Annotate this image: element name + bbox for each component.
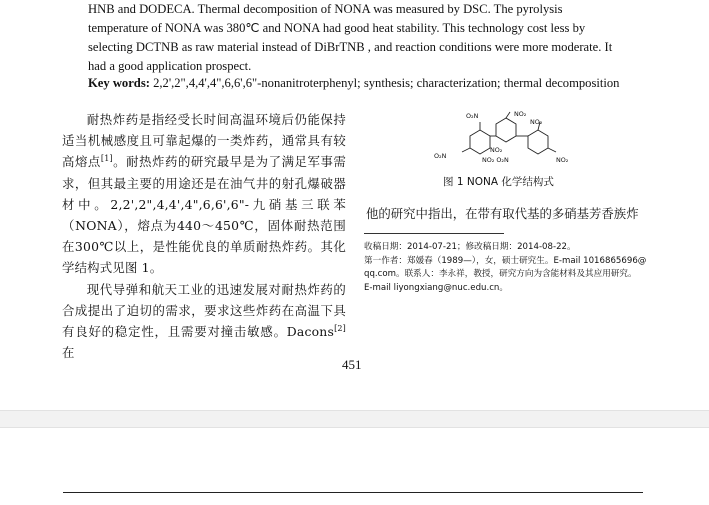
paragraph-text: 耐热炸药是指经受长时间高温环境后仍能保持适当机械感度且可靠起爆的一类炸药，通常具有较高熔点: [62, 112, 346, 170]
footnotes: [364, 241, 664, 295]
benzene-ring-right: [528, 130, 548, 154]
nitro-label: NO₂: [556, 156, 569, 164]
figure-caption: 图 1 NONA 化学结构式: [443, 176, 554, 188]
nitro-label: O₂N: [466, 112, 479, 120]
footnote-author: 第一作者：郑媛春（1989—），女，硕士研究生。E-mail 1016865696@: [364, 255, 647, 266]
paragraph-text: 。耐热炸药的研究最早是为了满足军事需求，但其最主要的用途还是在油气井的射孔爆破器材中。2,2',2",4,4',4",6,6',6"-九硝基三联苯（NONA），熔点为440～450℃，固体耐热范围在300℃以上，是性能优良的单质耐热炸药。其化学结构式见图 1。: [62, 154, 346, 276]
keywords-text: 2,2',2",4,4',4",6,6',6"-nonanitroterphenyl; synthesis; characterization; thermal decomposition: [149, 76, 620, 90]
paragraph-1: [62, 109, 346, 279]
reference-2[interactable]: [2]: [334, 323, 346, 333]
abstract-line: temperature of NONA was 380℃ and NONA had good heat stability. This technology cost less by: [88, 21, 586, 35]
reference-1[interactable]: [1]: [100, 154, 113, 164]
paragraph-2: [62, 279, 346, 364]
abstract-line: HNB and DODECA. Thermal decomposition of NONA was measured by DSC. The pyrolysis: [88, 2, 563, 16]
page-number: 451: [342, 357, 362, 372]
keywords: [88, 75, 648, 92]
footnote-author: E-mail liyongxiang@nuc.edu.cn。: [364, 282, 508, 293]
abstract-line: had a good application prospect.: [88, 59, 252, 73]
nona-structure-figure: [430, 108, 580, 170]
body-right-column: 他的研究中指出，在带有取代基的多硝基芳香族炸: [366, 206, 639, 221]
nitro-label: NO₂: [514, 110, 527, 118]
nitro-label: O₂N: [434, 152, 447, 160]
nitro-label: NO₂: [530, 118, 543, 126]
paragraph-text: 现代导弹和航天工业的迅速发展对耐热炸药的合成提出了迫切的需求，要求这些炸药在高温下具有良好的稳定性，且需要对撞击敏感。Dacons: [62, 281, 346, 340]
benzene-ring-middle: [496, 118, 516, 142]
nitro-label: NO₂: [490, 146, 503, 154]
nitro-label: NO₂ O₂N: [482, 156, 509, 164]
abstract-line: selecting DCTNB as raw material instead of DiBrTNB , and reaction conditions were more moderate. It: [88, 40, 613, 54]
abstract-text: [88, 0, 624, 76]
keywords-label: Key words:: [88, 76, 150, 90]
benzene-ring-left: [470, 130, 490, 154]
footnote-author: qq.com。联系人：李永祥，教授，研究方向为含能材料及其应用研究。: [364, 269, 637, 280]
footnote-received: 收稿日期：2014-07-21；修改稿日期：2014-08-22。: [364, 242, 576, 252]
next-page-rule: [63, 492, 643, 493]
body-left-column: [62, 109, 346, 363]
page-gap: [0, 410, 709, 428]
footnote-divider: [364, 233, 504, 234]
paragraph-text: 在: [62, 345, 75, 361]
